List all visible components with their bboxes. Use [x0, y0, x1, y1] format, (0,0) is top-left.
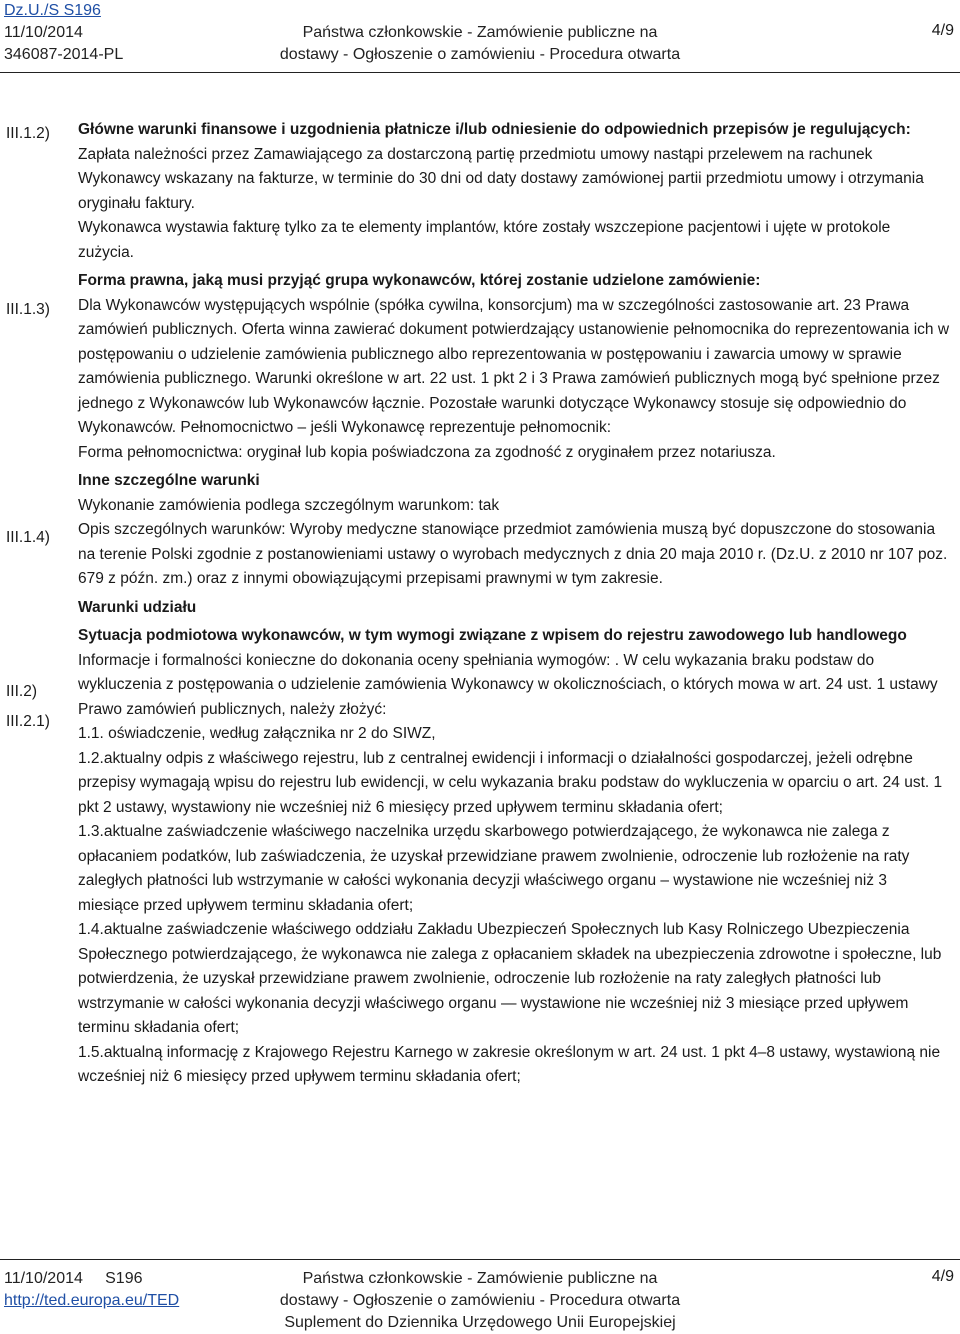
- footer-title: [0, 1268, 960, 1334]
- header-ref: 346087-2014-PL: [4, 46, 124, 63]
- footer-divider: [0, 1259, 960, 1260]
- label-iii-2-1: III.2.1): [6, 713, 50, 730]
- ted-link[interactable]: http://ted.europa.eu/TED: [4, 1292, 180, 1309]
- header-title-line1: Państwa członkowskie - Zamówienie publiczne na: [302, 24, 658, 41]
- label-iii-1-4: III.1.4): [6, 529, 50, 546]
- requirement-item: 1.2.aktualny odpis z właściwego rejestru, lub z centralnej ewidencji i informacji o działalności gospodarczej, jeżeli odrębne przepisy wymagają wpisu do rejestru lub ewidencji, w celu wykazania braku podstaw do wykluczenia w oparciu o art. 24 ust. 1 pkt 2 ustawy, wystawiony nie wcześniej niż 6 miesięcy przed upływem terminu składania ofert;: [78, 749, 943, 816]
- footer-line2: dostawy - Ogłoszenie o zamówieniu - Procedura otwarta: [279, 1292, 681, 1309]
- header-divider: [0, 72, 960, 73]
- payment-terms-text: Zapłata należności przez Zamawiającego za dostarczoną partię przedmiotu umowy nastąpi przelewem na rachunek Wykonawcy wskazany na fakturze, w terminie do 30 dni od daty dostawy zamówionej partii przedmiotu umowy i otrzymania oryginału faktury.: [78, 145, 924, 212]
- section-title-payment: Główne warunki finansowe i uzgodnienia płatnicze i/lub odniesienie do odpowiednich przepisów je regulujących:: [78, 121, 911, 138]
- label-iii-2: III.2): [6, 683, 38, 700]
- header-page-number: 4/9: [931, 22, 954, 39]
- power-of-attorney-text: Forma pełnomocnictwa: oryginał lub kopia poświadczona za zgodność z oryginałem przez notariusza.: [78, 443, 776, 461]
- special-conditions-flag: Wykonanie zamówienia podlega szczególnym warunkom: tak: [78, 496, 500, 514]
- label-iii-1-2: III.1.2): [6, 125, 50, 142]
- requirement-item: 1.5.aktualną informację z Krajowego Rejestru Karnego w zakresie określonym w art. 24 ust. 1 pkt 4–8 ustawy, wystawioną nie wcześniej niż 6 miesięcy przed upływem terminu składania ofert;: [78, 1043, 941, 1085]
- footer-line3: Suplement do Dziennika Urzędowego Unii Europejskiej: [284, 1314, 676, 1331]
- special-conditions-text: Opis szczególnych warunków: Wyroby medyczne stanowiące przedmiot zamówienia muszą być dopuszczone do stosowania na terenie Polski zgodnie z postanowieniami ustawy o wyrobach medycznych z dnia 20 maja 2010 r. (Dz.U. z 2010 nr 107 poz. 679 z późn. zm.) oraz z innymi obowiązującymi przepisami prawnymi w tym zakresie.: [78, 521, 948, 587]
- requirement-item: 1.3.aktualne zaświadczenie właściwego naczelnika urzędu skarbowego potwierdzającego, że wykonawca nie zalega z opłacaniem podatków, lub zaświadczenia, że uzyskał przewidziane prawem zwolnienie, odroczenie lub rozłożenie na raty zaległych płatności lub wstrzymanie w całości wykonania decyzji właściwego organu – wystawione nie wcześniej niż 3 miesiące przed upływem terminu składania ofert;: [78, 823, 910, 914]
- legal-form-text: Dla Wykonawców występujących wspólnie (spółka cywilna, konsorcjum) ma w szczególności zastosowanie art. 23 Prawa zamówień publicznych. Oferta winna zawierać dokument potwierdzający ustanowienie pełnomocnika do reprezentowania ich w postępowaniu o udzielenie zamówienia publicznego albo reprezentowania w postępowaniu i zawarcia umowy w sprawie zamówienia publicznego. Warunki określone w art. 22 ust. 1 pkt 2 i 3 Prawa zamówień publicznych mogą być spełnione przez jednego z Wykonawców lub Wykonawców łącznie. Pozostałe warunki dotyczące Wykonawcy stosuje się odpowiednio do Wykonawców. Pełnomocnictwo – jeśli Wykonawcę reprezentuje pełnomocnik:: [78, 296, 950, 436]
- invoice-text: Wykonawca wystawia fakturę tylko za te elementy implantów, które zostały wszczepione pacjentowi i ujęte w protokole zużycia.: [78, 219, 891, 261]
- personal-situation-intro: Informacje i formalności konieczne do dokonania oceny spełniania wymogów: . W celu wykazania braku podstaw do wykluczenia z postępowania o udzielenie zamówienia Wykonawcy w okolicznościach, o których mowa w art. 24 ust. 1 ustawy Prawo zamówień publicznych, należy złożyć:: [78, 651, 938, 718]
- header-title: [0, 22, 960, 66]
- section-title-legal-form: Forma prawna, jaką musi przyjąć grupa wykonawców, której zostanie udzielone zamówienie:: [78, 272, 761, 289]
- section-title-special-conditions: Inne szczególne warunki: [78, 472, 260, 489]
- document-body: [78, 118, 950, 1090]
- header-date: 11/10/2014: [4, 24, 83, 41]
- label-iii-1-3: III.1.3): [6, 301, 50, 318]
- section-title-participation: Warunki udziału: [78, 598, 197, 616]
- footer-page-number: 4/9: [931, 1268, 954, 1285]
- journal-link[interactable]: Dz.U./S S196: [4, 2, 101, 19]
- requirement-item: 1.1. oświadczenie, według załącznika nr 2 do SIWZ,: [78, 725, 436, 742]
- footer-date-issue: 11/10/2014 S196: [4, 1270, 143, 1287]
- section-title-personal-situation: Sytuacja podmiotowa wykonawców, w tym wymogi związane z wpisem do rejestru zawodowego lub handlowego: [78, 627, 907, 644]
- header-title-line2: dostawy - Ogłoszenie o zamówieniu - Procedura otwarta: [279, 46, 681, 63]
- footer-line1: Państwa członkowskie - Zamówienie publiczne na: [302, 1270, 658, 1287]
- requirement-item: 1.4.aktualne zaświadczenie właściwego oddziału Zakładu Ubezpieczeń Społecznych lub Kasy Rolniczego Ubezpieczenia Społecznego potwierdzającego, że wykonawca nie zalega z opłacaniem składek na ubezpieczenia zdrowotne i społeczne, lub potwierdzenia, że uzyskał przewidziane prawem zwolnienie, odroczenie lub rozłożenie na raty zaległych płatności lub wstrzymanie w całości wykonania decyzji właściwego organu — wystawione nie wcześniej niż 3 miesiące przed upływem terminu składania ofert;: [78, 921, 942, 1036]
